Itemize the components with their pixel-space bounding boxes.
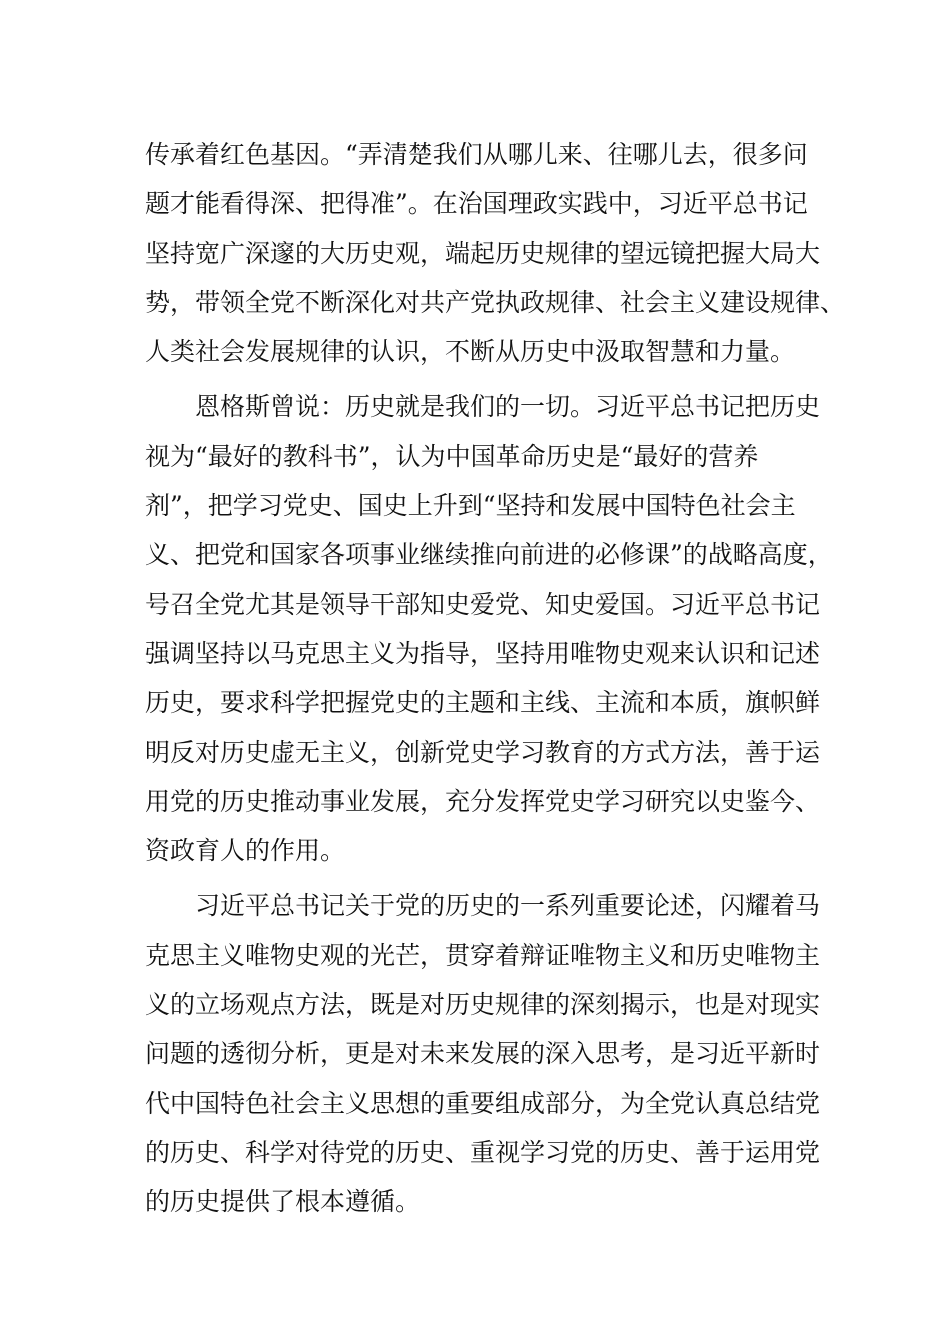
text-line: 恩格斯曾说：历史就是我们的一切。习近平总书记把历史 [145,392,821,422]
text-line: 强调坚持以马克思主义为指导，坚持用唯物史观来认识和记述 [145,638,821,668]
text-line: 题才能看得深、把得准”。在治国理政实践中，习近平总书记 [145,189,808,219]
text-line: 历史，要求科学把握党史的主题和主线、主流和本质，旗帜鲜 [145,688,821,718]
document-body [145,130,846,1227]
text-line: 义、把党和国家各项事业继续推向前进的必修课”的战略高度， [145,540,833,570]
text-line: 资政育人的作用。 [145,836,346,866]
text-line: 用党的历史推动事业发展，充分发挥党史学习研究以史鉴今、 [145,786,821,816]
text-line: 的历史提供了根本遵循。 [145,1187,421,1217]
text-line: 代中国特色社会主义思想的重要组成部分，为全党认真总结党 [145,1088,821,1118]
text-line: 克思主义唯物史观的光芒，贯穿着辩证唯物主义和历史唯物主 [145,940,821,970]
text-line: 问题的透彻分析，更是对未来发展的深入思考，是习近平新时 [145,1039,821,1069]
text-line: 明反对历史虚无主义，创新党史学习教育的方式方法，善于运 [145,737,821,767]
text-line: 传承着红色基因。“弄清楚我们从哪儿来、往哪儿去，很多问 [145,140,808,169]
text-line: 号召全党尤其是领导干部知史爱党、知史爱国。习近平总书记 [145,589,821,619]
paragraph-3 [145,881,825,1226]
text-line: 人类社会发展规律的认识，不断从历史中汲取智慧和力量。 [145,337,796,367]
text-line: 势，带领全党不断深化对共产党执政规律、社会主义建设规律、 [145,287,846,317]
text-line: 习近平总书记关于党的历史的一系列重要论述，闪耀着马 [145,891,821,921]
paragraph-2 [145,382,833,875]
text-line: 的历史、科学对待党的历史、重视学习党的历史、善于运用党 [145,1137,821,1167]
text-line: 义的立场观点方法，既是对历史规律的深刻揭示，也是对现实 [145,990,821,1020]
paragraph-1 [145,130,846,376]
text-line: 视为“最好的教科书”，认为中国革命历史是“最好的营养 [145,441,759,471]
text-line: 剂”，把学习党史、国史上升到“坚持和发展中国特色社会主 [145,491,796,521]
text-line: 坚持宽广深邃的大历史观，端起历史规律的望远镜把握大局大 [145,238,821,268]
